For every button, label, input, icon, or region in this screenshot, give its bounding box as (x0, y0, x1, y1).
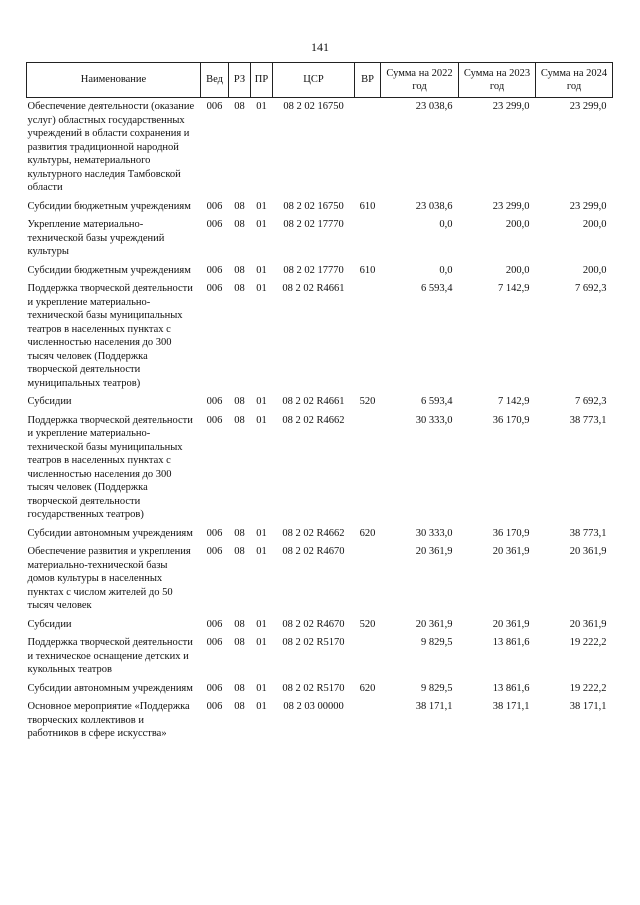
row-sum-2023-cell: 36 170,9 (492, 527, 530, 539)
row-sum-2022-cell: 6 593,4 (421, 283, 453, 294)
row-vr-cell: 520 (359, 618, 376, 630)
row-sum-2022-cell: 30 333,0 (415, 527, 453, 539)
row-vr-cell (355, 216, 381, 262)
row-vr-cell: 620 (359, 682, 376, 694)
row-sum-2023-cell: 36 170,9 (492, 414, 530, 426)
row-sum-2023-cell: 7 142,9 (498, 396, 530, 407)
budget-table (26, 62, 613, 744)
row-sum-2023-cell: 23 299,0 (492, 200, 530, 212)
row-name-cell: Обеспечение развития и укрепления материально-технической базы домов культуры в населенных пунктах с числом жителей до 50 тысяч человек (27, 546, 191, 611)
row-rz-cell: 08 (234, 264, 245, 276)
header-vr: ВР (355, 63, 381, 98)
row-csr-cell: 08 2 02 R5170 (282, 682, 345, 694)
row-csr-cell: 08 2 02 R5170 (282, 637, 345, 648)
table-row (27, 262, 613, 281)
row-pr-cell: 01 (256, 200, 267, 212)
row-ved-cell: 006 (206, 283, 223, 294)
row-ved-cell: 006 (206, 527, 223, 539)
row-name-cell: Обеспечение деятельности (оказание услуг) областных государственных учреждений в области сохранения и развития традиционной народной культуры, нематериального культурного наследия Тамбовской области (27, 101, 195, 193)
row-csr-cell: 08 2 02 17770 (283, 219, 344, 230)
row-sum-2024-cell: 38 171,1 (569, 701, 607, 712)
row-sum-2023-cell: 13 861,6 (492, 682, 530, 694)
table-body (27, 98, 613, 744)
row-sum-2023-cell: 13 861,6 (492, 637, 530, 648)
row-name-cell: Субсидии автономным учреждениям (27, 682, 193, 694)
row-name-cell: Субсидии (27, 396, 72, 407)
row-sum-2024-cell: 20 361,9 (569, 618, 607, 630)
row-pr-cell: 01 (256, 682, 267, 694)
table-row (27, 680, 613, 699)
row-rz-cell: 08 (234, 637, 245, 648)
row-sum-2024-cell: 38 773,1 (569, 414, 607, 426)
row-sum-2023-cell: 200,0 (505, 264, 530, 276)
row-pr-cell: 01 (256, 101, 267, 112)
header-sum-2022: Сумма на 2022 год (381, 63, 459, 98)
row-rz-cell: 08 (234, 396, 245, 407)
header-csr: ЦСР (273, 63, 355, 98)
row-pr-cell: 01 (256, 527, 267, 539)
row-ved-cell: 006 (206, 637, 223, 648)
row-rz-cell: 08 (234, 682, 245, 694)
row-sum-2024-cell: 200,0 (582, 264, 607, 276)
table-row (27, 198, 613, 217)
row-rz-cell: 08 (234, 101, 245, 112)
row-csr-cell: 08 2 02 R4662 (282, 414, 345, 426)
row-ved-cell: 006 (206, 219, 223, 230)
row-name-cell: Поддержка творческой деятельности и техническое оснащение детских и кукольных театров (27, 637, 193, 675)
row-vr-cell: 620 (359, 527, 376, 539)
row-ved-cell: 006 (206, 701, 223, 712)
table-row (27, 98, 613, 198)
row-sum-2022-cell: 30 333,0 (415, 414, 453, 426)
row-csr-cell: 08 2 02 17770 (283, 264, 344, 276)
row-sum-2023-cell: 38 171,1 (492, 701, 530, 712)
row-sum-2023-cell: 20 361,9 (492, 546, 530, 557)
row-vr-cell: 610 (359, 264, 376, 276)
table-row (27, 412, 613, 525)
row-sum-2022-cell: 9 829,5 (421, 682, 453, 694)
header-sum-2024: Сумма на 2024 год (536, 63, 613, 98)
row-vr-cell (355, 280, 381, 393)
table-row (27, 543, 613, 616)
row-rz-cell: 08 (234, 527, 245, 539)
table-row (27, 698, 613, 744)
row-rz-cell: 08 (234, 219, 245, 230)
row-pr-cell: 01 (256, 701, 267, 712)
row-sum-2022-cell: 20 361,9 (415, 546, 453, 557)
row-csr-cell: 08 2 03 00000 (283, 701, 344, 712)
row-rz-cell: 08 (234, 414, 245, 426)
row-ved-cell: 006 (206, 396, 223, 407)
row-ved-cell: 006 (206, 682, 223, 694)
row-csr-cell: 08 2 02 R4670 (282, 546, 345, 557)
table-row (27, 525, 613, 544)
page-number: 141 (311, 40, 329, 54)
row-sum-2024-cell: 7 692,3 (575, 396, 607, 407)
row-rz-cell: 08 (234, 546, 245, 557)
row-pr-cell: 01 (256, 283, 267, 294)
row-name-cell: Субсидии бюджетным учреждениям (27, 200, 191, 212)
row-csr-cell: 08 2 02 R4661 (282, 396, 345, 407)
table-row (27, 634, 613, 680)
row-sum-2023-cell: 20 361,9 (492, 618, 530, 630)
row-vr-cell: 610 (359, 200, 376, 212)
row-sum-2023-cell: 7 142,9 (498, 283, 530, 294)
row-ved-cell: 006 (206, 101, 223, 112)
row-rz-cell: 08 (234, 618, 245, 630)
row-csr-cell: 08 2 02 16750 (283, 200, 344, 212)
row-pr-cell: 01 (256, 618, 267, 630)
row-sum-2024-cell: 20 361,9 (569, 546, 607, 557)
table-row (27, 280, 613, 393)
row-sum-2022-cell: 9 829,5 (421, 637, 453, 648)
row-csr-cell: 08 2 02 R4662 (282, 527, 345, 539)
row-name-cell: Субсидии бюджетным учреждениям (27, 264, 191, 276)
table-row (27, 216, 613, 262)
row-name-cell: Укрепление материально-технической базы учреждений культуры (27, 219, 165, 257)
row-sum-2024-cell: 19 222,2 (569, 682, 607, 694)
row-sum-2022-cell: 23 038,6 (415, 101, 453, 112)
row-rz-cell: 08 (234, 200, 245, 212)
row-vr-cell (355, 543, 381, 616)
row-csr-cell: 08 2 02 R4661 (282, 283, 345, 294)
row-name-cell: Субсидии автономным учреждениям (27, 527, 193, 539)
header-name: Наименование (27, 63, 201, 98)
row-csr-cell: 08 2 02 16750 (283, 101, 344, 112)
row-sum-2024-cell: 38 773,1 (569, 527, 607, 539)
row-sum-2024-cell: 200,0 (582, 219, 607, 230)
row-rz-cell: 08 (234, 701, 245, 712)
row-pr-cell: 01 (256, 546, 267, 557)
header-ved: Вед (201, 63, 229, 98)
row-sum-2024-cell: 23 299,0 (569, 200, 607, 212)
table-header-row (27, 63, 613, 98)
row-sum-2024-cell: 19 222,2 (569, 637, 607, 648)
row-sum-2022-cell: 20 361,9 (415, 618, 453, 630)
row-pr-cell: 01 (256, 414, 267, 426)
row-sum-2024-cell: 23 299,0 (569, 101, 607, 112)
row-pr-cell: 01 (256, 637, 267, 648)
row-sum-2022-cell: 0,0 (439, 219, 453, 230)
row-vr-cell: 520 (359, 396, 376, 407)
row-pr-cell: 01 (256, 219, 267, 230)
row-name-cell: Поддержка творческой деятельности и укрепление материально-технической базы муниципальных театров в населенных пунктах с численностью населения до 300 тысяч человек (Поддержка творческой деятельности государственных театров) (27, 414, 193, 520)
table-row (27, 393, 613, 412)
header-pr: ПР (251, 63, 273, 98)
row-rz-cell: 08 (234, 283, 245, 294)
row-pr-cell: 01 (256, 264, 267, 276)
row-ved-cell: 006 (206, 618, 223, 630)
row-sum-2022-cell: 23 038,6 (415, 200, 453, 212)
row-ved-cell: 006 (206, 546, 223, 557)
row-name-cell: Субсидии (27, 618, 72, 630)
row-name-cell: Поддержка творческой деятельности и укрепление материально-технической базы муниципальных театров в населенных пунктах с численностью населения до 300 тысяч человек (Поддержка творческой деятельности муниципальных театров) (27, 283, 193, 389)
row-sum-2023-cell: 23 299,0 (492, 101, 530, 112)
header-sum-2023: Сумма на 2023 год (459, 63, 536, 98)
row-ved-cell: 006 (206, 200, 223, 212)
row-sum-2022-cell: 6 593,4 (421, 396, 453, 407)
row-sum-2022-cell: 38 171,1 (415, 701, 453, 712)
row-vr-cell (355, 412, 381, 525)
row-ved-cell: 006 (206, 264, 223, 276)
row-name-cell: Основное мероприятие «Поддержка творческих коллективов и работников в сфере искусства» (27, 701, 190, 739)
row-pr-cell: 01 (256, 396, 267, 407)
row-sum-2024-cell: 7 692,3 (575, 283, 607, 294)
table-row (27, 616, 613, 635)
row-vr-cell (355, 634, 381, 680)
row-sum-2022-cell: 0,0 (439, 264, 453, 276)
header-rz: РЗ (229, 63, 251, 98)
row-vr-cell (355, 698, 381, 744)
row-vr-cell (355, 98, 381, 198)
row-ved-cell: 006 (206, 414, 223, 426)
row-csr-cell: 08 2 02 R4670 (282, 618, 345, 630)
row-sum-2023-cell: 200,0 (505, 219, 530, 230)
